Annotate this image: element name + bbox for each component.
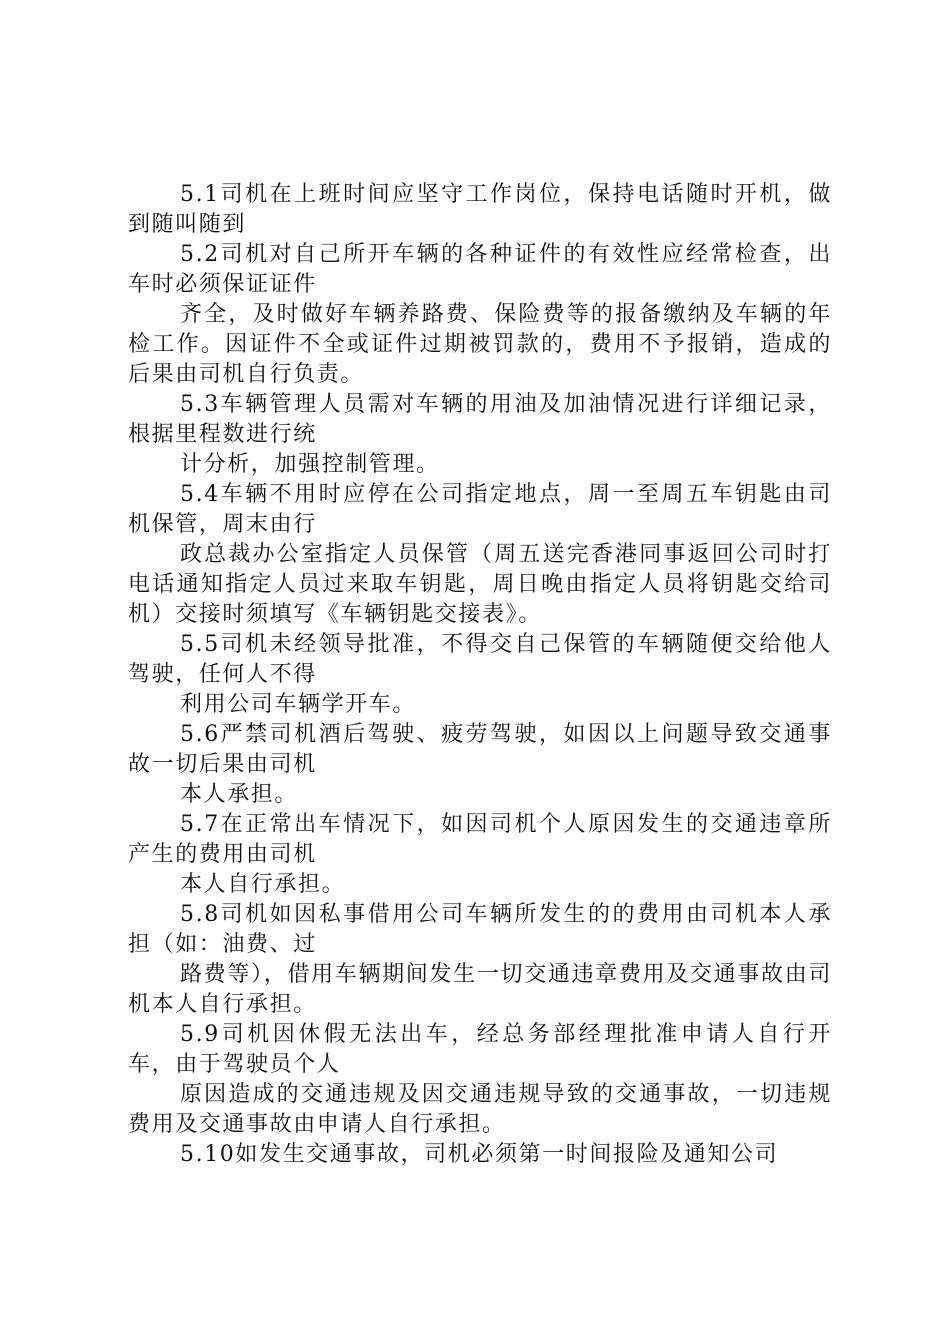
paragraph-5-6: 5.6严禁司机酒后驾驶、疲劳驾驶，如因以上问题导致交通事故一切后果由司机 [128, 722, 832, 777]
paragraph-5-8: 5.8司机如因私事借用公司车辆所发生的的费用由司机本人承担（如：油费、过 [128, 902, 832, 957]
paragraph-5-7: 5.7在正常出车情况下，如因司机个人原因发生的交通违章所产生的费用由司机 [128, 812, 832, 867]
paragraph-5-4: 5.4车辆不用时应停在公司指定地点，周一至周五车钥匙由司机保管，周末由行 [128, 482, 832, 537]
paragraph-5-2: 5.2司机对自己所开车辆的各种证件的有效性应经常检查，出车时必须保证证件 [128, 242, 832, 297]
paragraph-5-2-continued: 齐全，及时做好车辆养路费、保险费等的报备缴纳及车辆的年检工作。因证件不全或证件过期被罚款的，费用不予报销，造成的后果由司机自行负责。 [128, 302, 832, 387]
paragraph-5-9-continued: 原因造成的交通违规及因交通违规导致的交通事故，一切违规费用及交通事故由申请人自行承担。 [128, 1082, 832, 1137]
paragraph-5-9: 5.9司机因休假无法出车，经总务部经理批准申请人自行开车，由于驾驶员个人 [128, 1022, 832, 1077]
paragraph-5-10: 5.10如发生交通事故，司机必须第一时间报险及通知公司 [180, 1142, 779, 1167]
paragraph-5-3-continued: 计分析，加强控制管理。 [180, 452, 440, 477]
paragraph-5-6-continued: 本人承担。 [180, 782, 299, 807]
paragraph-5-7-continued: 本人自行承担。 [180, 872, 346, 897]
document-body [128, 180, 832, 1170]
paragraph-5-5-continued: 利用公司车辆学开车。 [180, 692, 417, 717]
paragraph-5-4-continued: 政总裁办公室指定人员保管（周五送完香港同事返回公司时打电话通知指定人员过来取车钥匙，周日晚由指定人员将钥匙交给司机）交接时须填写《车辆钥匙交接表》。 [128, 542, 832, 627]
paragraph-5-3: 5.3车辆管理人员需对车辆的用油及加油情况进行详细记录，根据里程数进行统 [128, 392, 832, 447]
paragraph-5-1: 5.1司机在上班时间应坚守工作岗位，保持电话随时开机，做到随叫随到 [128, 182, 832, 237]
paragraph-5-8-continued: 路费等），借用车辆期间发生一切交通违章费用及交通事故由司机本人自行承担。 [128, 962, 832, 1017]
paragraph-5-5: 5.5司机未经领导批准，不得交自己保管的车辆随便交给他人驾驶，任何人不得 [128, 632, 832, 687]
